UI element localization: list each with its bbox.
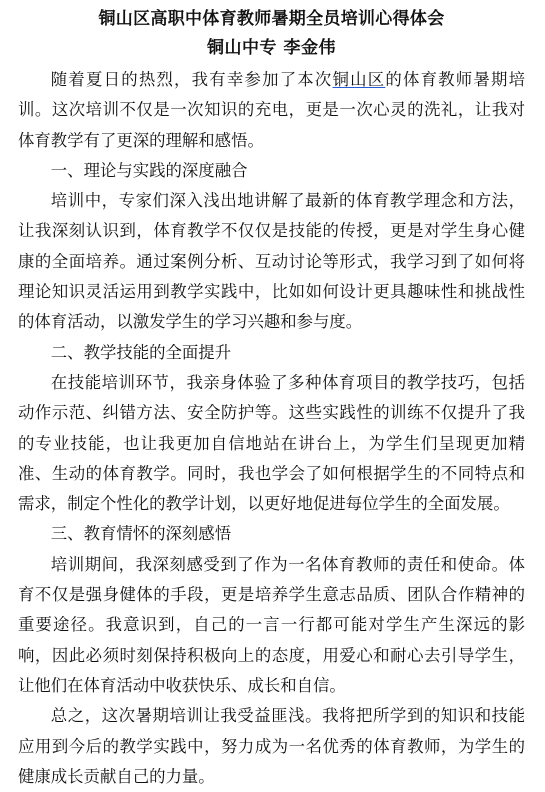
intro-highlight-text: 铜山区 (332, 70, 386, 89)
section-heading-2: 二、教学技能的全面提升 (50, 342, 232, 362)
document-title: 铜山区高职中体育教师暑期全员培训心得体会 (98, 9, 445, 29)
conclusion-paragraph: 总之，这次暑期培训让我受益匪浅。我将把所学到的知识和技能应用到今后的教学实践中，努力成为一名优秀的体育教师，为学生的健康成长贡献自己的力量。 (18, 706, 525, 786)
section-body-1: 培训中，专家们深入浅出地讲解了最新的体育教学理念和方法，让我深刻认识到，体育教学不仅仅是技能的传授，更是对学生身心健康的全面培养。通过案例分析、互动讨论等形式，我学习到了如何将理论知识灵活运用到教学实践中，比如如何设计更具趣味性和挑战性的体育活动，以激发学生的学习兴趣和参与度。 (18, 191, 525, 332)
intro-paragraph (18, 65, 525, 156)
section-body-2: 在技能培训环节，我亲身体验了多种体育项目的教学技巧，包括动作示范、纠错方法、安全防护等。这些实践性的训练不仅提升了我的专业技能，也让我更加自信地站在讲台上，为学生们呈现更加精准、生动的体育教学。同时，我也学会了如何根据学生的不同特点和需求，制定个性化的教学计划，以更好地促进每位学生的全面发展。 (18, 372, 525, 514)
intro-text-after: 的体育教师暑期培训。这次培训不仅是一次知识的充电，更是一次心灵的洗礼，让我对体育教学有了更深的理解和感悟。 (18, 70, 526, 150)
author-line: 铜山中专 李金伟 (207, 38, 336, 58)
section-heading-3: 三、教育情怀的深刻感悟 (50, 524, 232, 544)
section-body-3: 培训期间，我深刻感受到了作为一名体育教师的责任和使命。体育不仅是强身健体的手段，更是培养学生意志品质、团队合作精神的重要途径。我意识到，自己的一言一行都可能对学生产生深远的影响，因此必须时刻保持积极向上的态度，用爱心和耐心去引导学生，让他们在体育活动中收获快乐、成长和自信。 (18, 554, 525, 695)
intro-text-before: 随着夏日的热烈，我有幸参加了本次 (50, 70, 333, 89)
section-heading-1: 一、理论与实践的深度融合 (50, 160, 248, 180)
